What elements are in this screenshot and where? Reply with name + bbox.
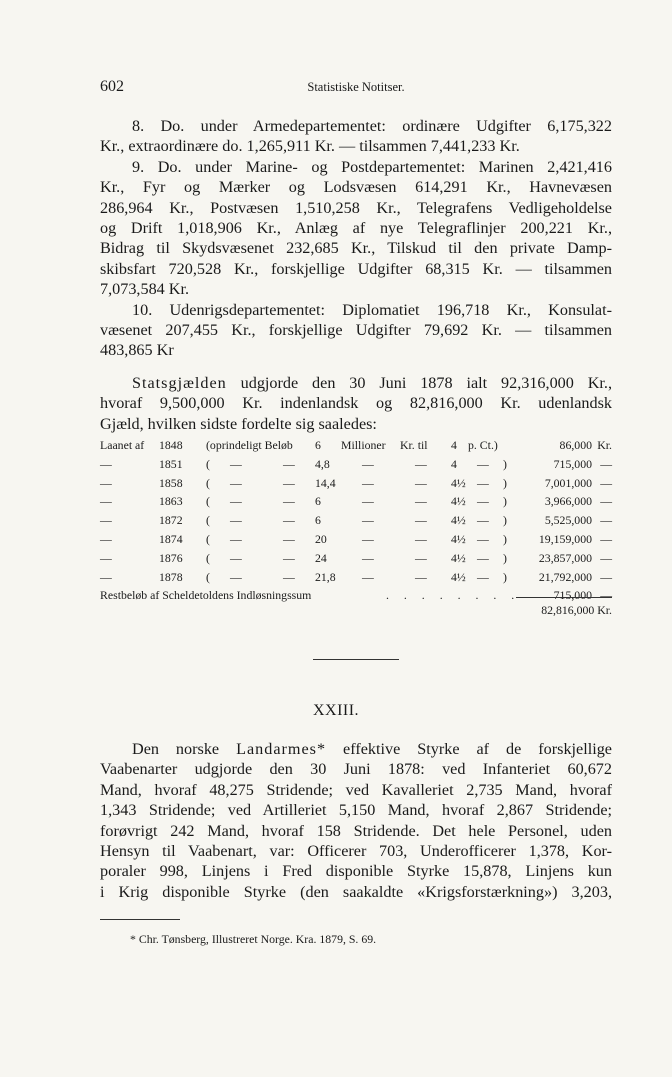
cell-millions: 6 [315, 513, 321, 528]
table-row [100, 494, 612, 513]
cell-currency: — [600, 494, 612, 509]
cell-year: 1876 [159, 550, 183, 565]
cell-label: — [100, 569, 112, 584]
cell-d5: — [477, 513, 489, 528]
army-paragraph [100, 739, 612, 902]
running-title: Statistiske Notitser. [307, 80, 405, 94]
section-heading: XXIII. [312, 702, 360, 719]
text-line: forøvrigt 242 Mand, hvoraf 158 Stridende. Det hele Personel, uden [100, 821, 612, 840]
army-lead: Landarmes* [236, 740, 327, 758]
cell-label: — [100, 475, 112, 490]
cell-rate: 4½ [451, 531, 466, 546]
cell-open: ( [206, 494, 210, 509]
debt-lead: Statsgjælden [132, 374, 227, 392]
cell-currency: — [600, 513, 612, 528]
cell-amount: 7,001,000 [544, 475, 592, 490]
cell-millions: 4,8 [315, 456, 330, 471]
cell-label: — [100, 513, 112, 528]
text-line: Kr., extraordinære do. 1,265,911 Kr. — tilsammen 7,441,233 Kr. [100, 137, 520, 156]
cell-d3: — [362, 494, 374, 509]
table-row [100, 570, 612, 589]
cell-d1: — [230, 531, 242, 546]
table-row [100, 457, 612, 476]
cell-close: ) [503, 550, 507, 565]
text-line: Vaabenarter udgjorde den 30 Juni 1878: ved Infanteriet 60,672 [100, 760, 612, 779]
cell-d2: — [283, 569, 295, 584]
cell-label: — [100, 494, 112, 509]
text-line: hvoraf 9,500,000 Kr. indenlandsk og 82,816,000 Kr. udenlandsk [100, 394, 612, 413]
cell-rate: 4 [451, 456, 457, 471]
cell-d1: — [230, 456, 242, 471]
text-line: 286,964 Kr., Postvæsen 1,510,258 Kr., Telegrafens Vedligeholdelse [100, 198, 612, 217]
text-line: Kr., Fyr og Mærker og Lodsvæsen 614,291 Kr., Havnevæsen [100, 178, 612, 197]
cell-close: ) [503, 513, 507, 528]
cell-millions: 24 [315, 550, 327, 565]
cell-rate: 4½ [451, 550, 466, 565]
cell-open: ( [206, 569, 210, 584]
cell-currency: — [600, 569, 612, 584]
text-line: 1,343 Stridende; ved Artilleriet 5,150 Mand, hvoraf 2,867 Stridende; [100, 801, 612, 820]
cell-d3: — [362, 550, 374, 565]
table-row [100, 476, 612, 495]
text-line: Hensyn til Vaabenart, var: Officerer 703, Underofficerer 1,378, Kor- [100, 841, 612, 860]
cell-rate: 4½ [451, 569, 466, 584]
cell-open: ( [206, 475, 210, 490]
cell-year: 1851 [159, 456, 183, 471]
footnote-rule [100, 919, 180, 920]
cell-d1: — [230, 550, 242, 565]
cell-d4: — [415, 475, 427, 490]
state-debt-paragraph [100, 373, 612, 434]
cell-d4: — [415, 456, 427, 471]
cell-open: ( [206, 513, 210, 528]
table-row [100, 551, 612, 570]
footnote: * Chr. Tønsberg, Illustreret Norge. Kra. 1879, S. 69. [130, 932, 377, 946]
cell-label: — [100, 531, 112, 546]
cell-year: 1874 [159, 531, 183, 546]
cell-d1: — [230, 513, 242, 528]
cell-d1: — [230, 475, 242, 490]
cell-close: ) [503, 569, 507, 584]
cell-d2: — [283, 513, 295, 528]
cell-rate: 4½ [451, 494, 466, 509]
text-line: 9. Do. under Marine- og Postdepartementet: Marinen 2,421,416 [132, 157, 612, 176]
cell-d5: — [477, 456, 489, 471]
cell-d2: — [283, 550, 295, 565]
text-line: 483,865 Kr [100, 341, 174, 360]
rest-row: Restbeløb af Scheldetoldens Indløsningssum . . . . . . . . 715,000 — [100, 588, 612, 603]
total-amount: 82,816,000 Kr. [541, 603, 612, 617]
cell-currency: — [600, 550, 612, 565]
cell-d4: — [415, 513, 427, 528]
cell-open: ( [206, 456, 210, 471]
text-line: skibsfart 720,528 Kr., forskjellige Udgifter 68,315 Kr. — tilsammen [100, 259, 612, 278]
text-line: 7,073,584 Kr. [100, 280, 190, 299]
cell-year: 1878 [159, 569, 183, 584]
cell-currency: — [600, 456, 612, 471]
cell-d4: — [415, 531, 427, 546]
table-row [100, 532, 612, 551]
cell-close: ) [503, 475, 507, 490]
cell-year: 1872 [159, 513, 183, 528]
cell-label: — [100, 456, 112, 471]
cell-year: 1858 [159, 475, 183, 490]
cell-amount: 23,857,000 [538, 550, 592, 565]
cell-rate: 4½ [451, 513, 466, 528]
cell-rate: 4½ [451, 475, 466, 490]
cell-amount: 715,000 [553, 456, 592, 471]
cell-d2: — [283, 475, 295, 490]
cell-millions: 21,8 [315, 569, 336, 584]
section-divider [313, 659, 399, 660]
cell-open: ( [206, 531, 210, 546]
cell-year: 1863 [159, 494, 183, 509]
cell-d4: — [415, 569, 427, 584]
cell-d1: — [230, 494, 242, 509]
cell-millions: 6 [315, 494, 321, 509]
text-line: og Drift 1,018,906 Kr., Anlæg af nye Telegraflinjer 200,221 Kr., [100, 218, 612, 237]
cell-millions: 20 [315, 531, 327, 546]
cell-close: ) [503, 494, 507, 509]
table-row [100, 513, 612, 532]
cell-d2: — [283, 456, 295, 471]
cell-d5: — [477, 494, 489, 509]
text-line: Bidrag til Skydsvæsenet 232,685 Kr., Tilskud til den private Damp- [100, 239, 612, 258]
text-line: poraler 998, Linjens i Fred disponible Styrke 15,878, Linjens kun [100, 862, 612, 881]
cell-d4: — [415, 494, 427, 509]
cell-amount: 3,966,000 [544, 494, 592, 509]
cell-d3: — [362, 456, 374, 471]
cell-d2: — [283, 531, 295, 546]
cell-d3: — [362, 513, 374, 528]
cell-millions: 14,4 [315, 475, 336, 490]
cell-d4: — [415, 550, 427, 565]
cell-d5: — [477, 550, 489, 565]
budget-paragraphs [100, 116, 612, 361]
text-line: Gjæld, hvilken sidste fordelte sig saaledes: [100, 414, 377, 433]
cell-d5: — [477, 569, 489, 584]
cell-amount: 5,525,000 [544, 513, 592, 528]
page-number: 602 [100, 78, 124, 95]
cell-d5: — [477, 475, 489, 490]
cell-currency: — [600, 475, 612, 490]
table-row: Laanet af 1848 (oprindeligt Beløb 6 Millioner Kr. til 4 p. Ct.) 86,000 Kr. [100, 438, 612, 452]
cell-d3: — [362, 531, 374, 546]
cell-d1: — [230, 569, 242, 584]
cell-amount: 19,159,000 [538, 531, 592, 546]
cell-d2: — [283, 494, 295, 509]
text-line: 8. Do. under Armedepartementet: ordinære Udgifter 6,175,322 [132, 117, 612, 135]
cell-amount: 21,792,000 [538, 569, 592, 584]
page-header [100, 78, 612, 100]
cell-d3: — [362, 475, 374, 490]
text-line: i Krig disponible Styrke (den saakaldte «Krigsforstærkning») 3,203, [100, 882, 612, 901]
cell-close: ) [503, 531, 507, 546]
cell-close: ) [503, 456, 507, 471]
loan-table [100, 438, 612, 617]
cell-d5: — [477, 531, 489, 546]
cell-open: ( [206, 550, 210, 565]
text-line: Den norske Landarmes* effektive Styrke af de forskjellige [132, 740, 612, 758]
sum-rule [516, 597, 612, 598]
text-line: Statsgjælden udgjorde den 30 Juni 1878 ialt 92,316,000 Kr., [132, 374, 612, 392]
cell-label: — [100, 550, 112, 565]
cell-currency: — [600, 531, 612, 546]
text-line: 10. Udenrigsdepartementet: Diplomatiet 196,718 Kr., Konsulat- [132, 300, 612, 319]
text-line: væsenet 207,455 Kr., forskjellige Udgifter 79,692 Kr. — tilsammen [100, 320, 612, 339]
cell-d3: — [362, 569, 374, 584]
text-line: Mand, hvoraf 48,275 Stridende; ved Kavalleriet 2,735 Mand, hvoraf [100, 780, 612, 799]
